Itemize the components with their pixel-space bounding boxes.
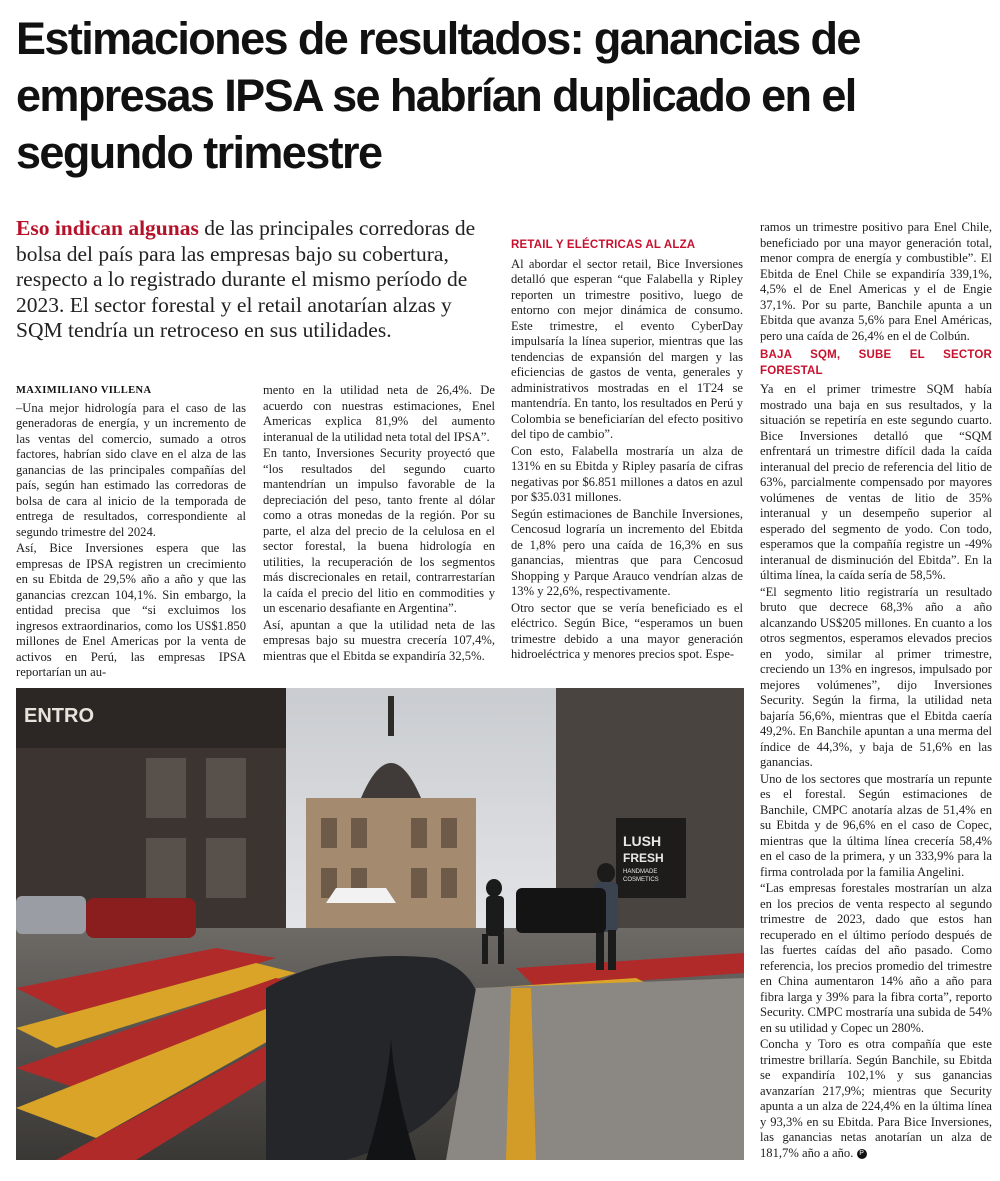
white-car [16,896,86,934]
byline: MAXIMILIANO VILLENA [16,385,152,396]
street-photo [16,688,744,1160]
paragraph-text: Concha y Toro es otra compañía que este trimestre brillaría. Según Banchile, su Ebitda se expandiría 102,1% y sus ganancias avanzarían 217,9%; mientras que Security apunta a un alza de 224,4% en la última línea y 93,3% en su Ebitda. Para Bice Inversiones, las ganancias netas anotarían un alza de 181,7% año a año. [760,1037,992,1160]
sign-handmade: HANDMADE [623,869,658,875]
sign-fresh: FRESH [623,851,664,865]
lede-kicker: Eso indican algunas [16,216,199,240]
headline: Estimaciones de resultados: ganancias de empresas IPSA se habrían duplicado en el segundo trimestre [16,13,860,178]
article-column-4 [760,220,992,1162]
paragraph: “El segmento litio registraría un resultado bruto que decrece 68,3% año a año alcanzando US$205 millones. En cuanto a los otros segmentos, esperamos elevados precios en yodo, similar al primer trimestre, creciendo un 13% en ingresos, impulsado por mejores volúmenes”, dijo Inversiones Security. Según la firma, la utilidad neta bajaría 56,6%, mientras que el Ebitda caería 49,2%. En Banchile apuntan a una merma del índice de 44,3%, y baja de 51,6% en las ganancias. [760,584,992,769]
sign-cosmetics: COSMETICS [623,877,659,883]
subhead-sqm: BAJA SQM, SUBE EL SECTOR FORESTAL [760,349,992,377]
sign-entro: ENTRO [24,705,94,727]
lede [16,216,488,344]
paragraph: –Una mejor hidrología para el caso de las generadoras de energía, y un incremento de las ventas del comercio, sumado a otros factores, habrían sido clave en el alza de las ganancias de las principales compañías del país, según han estimado las corredoras de bolsa de cara al inicio de la temporada de entrega de resultados, correspondiente al segundo trimestre del 2024. [16,400,246,539]
paragraph: Uno de los sectores que mostraría un repunte es el forestal. Según estimaciones de Banchile, CMPC anotaría alzas de 51,4% en su Ebitda y de 96,6% en el caso de Copec, mientras que la última línea crecería 58,4% en el caso de la primera, y un 333,9% para la firma controlada por la familia Angelini. [760,771,992,879]
white-tent [326,888,396,903]
lede-text: de las principales corredoras de bolsa del país para las empresas bajo su cobertura, respecto a lo registrado durante el mismo período de 2023. El sector forestal y el retail anotarían alzas y SQM tendría un retroceso en sus utilidades. [16,216,476,343]
paragraph: Otro sector que se vería beneficiado es el eléctrico. Según Bice, “esperamos un buen trimestre debido a una mayor generación hidroeléctrica y menores precios spot. Espe- [511,600,743,661]
paragraph [760,1037,992,1161]
paragraph: Ya en el primer trimestre SQM había mostrado una baja en sus resultados, y la situación se repetiría en este segundo cuarto. Bice Inversiones detalló que “SQM enfrentará un trimestre difícil dada la caída interanual del precio de referencia del litio de 63%, parcialmente compensado por mayores volúmenes de ventas de litio de 35% interanual y un desempeño superior al esperado del segmento de yodo. Con todo, esperamos que la compañía registre un -49% interanual de disminución del Ebitda”. En la última línea, la caída sería de 58,5%. [760,382,992,582]
paragraph: Con esto, Falabella mostraría un alza de 131% en su Ebitda y Ripley pasaría de cifras negativas por $6.851 millones a datos en azul por $35.031 millones. [511,443,743,504]
sidewalk [446,978,744,1160]
paragraph: ramos un trimestre positivo para Enel Chile, beneficiado por una mayor generación total, menor compra de energía y combustible”. El Ebitda de Enel Chile se expandiría 339,1%, 4,5% el de Enel Americas y el de Engie 37,1%. Por su parte, Banchile apunta a un Ebitda que avanza 5,6% para Enel Américas, pero una caída de 26,4% en el de Colbún. [760,220,992,343]
paragraph: En tanto, Inversiones Security proyectó que “los resultados del segundo cuarto mantendrían un impulso favorable de la depreciación del peso, tanto frente al dólar como a otras monedas de la región. Por su parte, el alza del precio de la celulosa en el sector forestal, la buena hidrología en utilities, la recuperación de los segmentos más discrecionales en retail, contrarrestarían la caída el precio del litio en commodities y un escenario desafiante en Argentina”. [263,446,495,615]
end-mark-icon: P [857,1149,867,1159]
red-car [86,898,196,938]
article-column-2 [263,383,495,665]
article-column-1 [16,383,246,682]
paragraph: Así, Bice Inversiones espera que las empresas de IPSA registren un crecimiento en su Ebitda de 29,5% año a año y que las ganancias crezcan 104,1%. Sin embargo, la entidad precisa que “si excluimos los ingresos extraordinarios, como los US$1.850 millones de Enel Americas por la venta de activos en Perú, las empresas IPSA reportarían un au- [16,541,246,679]
paragraph: Así, apuntan a que la utilidad neta de las empresas bajo su muestra crecería 107,4%, mientras que el Ebitda se expandiría 32,5%. [263,617,495,663]
paragraph: Según estimaciones de Banchile Inversiones, Cencosud lograría un incremento del Ebitda de 1,8% pero una caída de 16,3% en sus ganancias, mientras que para Cencosud Shopping y Parque Arauco vendrían alzas de 13% y 22,6%, respectivamente. [511,506,743,598]
subhead-retail: RETAIL Y ELÉCTRICAS AL ALZA [511,239,696,251]
dark-suv [516,888,606,933]
paragraph: “Las empresas forestales mostrarían un alza en los precios de venta respecto al segundo trimestre de 2023, dado que estos han recuperado en el último período después de las fuertes caídas del año pasado. Como referencia, los precios promedio del trimestre en China aumentaron 14% año a año para fibra larga y 39% para la fibra corta”, reporto Security. CMPC mostraría una subida de 54% en su utilidad y Copec un 280%. [760,881,992,1035]
paragraph: mento en la utilidad neta de 26,4%. De acuerdo con nuestras estimaciones, Enel Americas explica 81,9% del aumento interanual de la utilidad neta total del IPSA”. [263,383,495,444]
sign-lush: LUSH [623,833,662,849]
tactile-strip [506,988,536,1160]
paragraph: Al abordar el sector retail, Bice Inversiones detalló que esperan “que Falabella y Ripley reporten un trimestre positivo, luego de entorno con mejor dinámica de consumo. Este trimestre, el evento CyberDay impulsaría la línea superior, mientras que las tendencias de expansión del margen y las eficiencias de gastos de venta, generales y administrativos mostradas en el 1T24 se mantendría. En tanto, los resultados en Perú y Colombia se beneficiarían del efecto positivo del tipo de cambio”. [511,256,743,441]
article-column-3 [511,238,743,664]
